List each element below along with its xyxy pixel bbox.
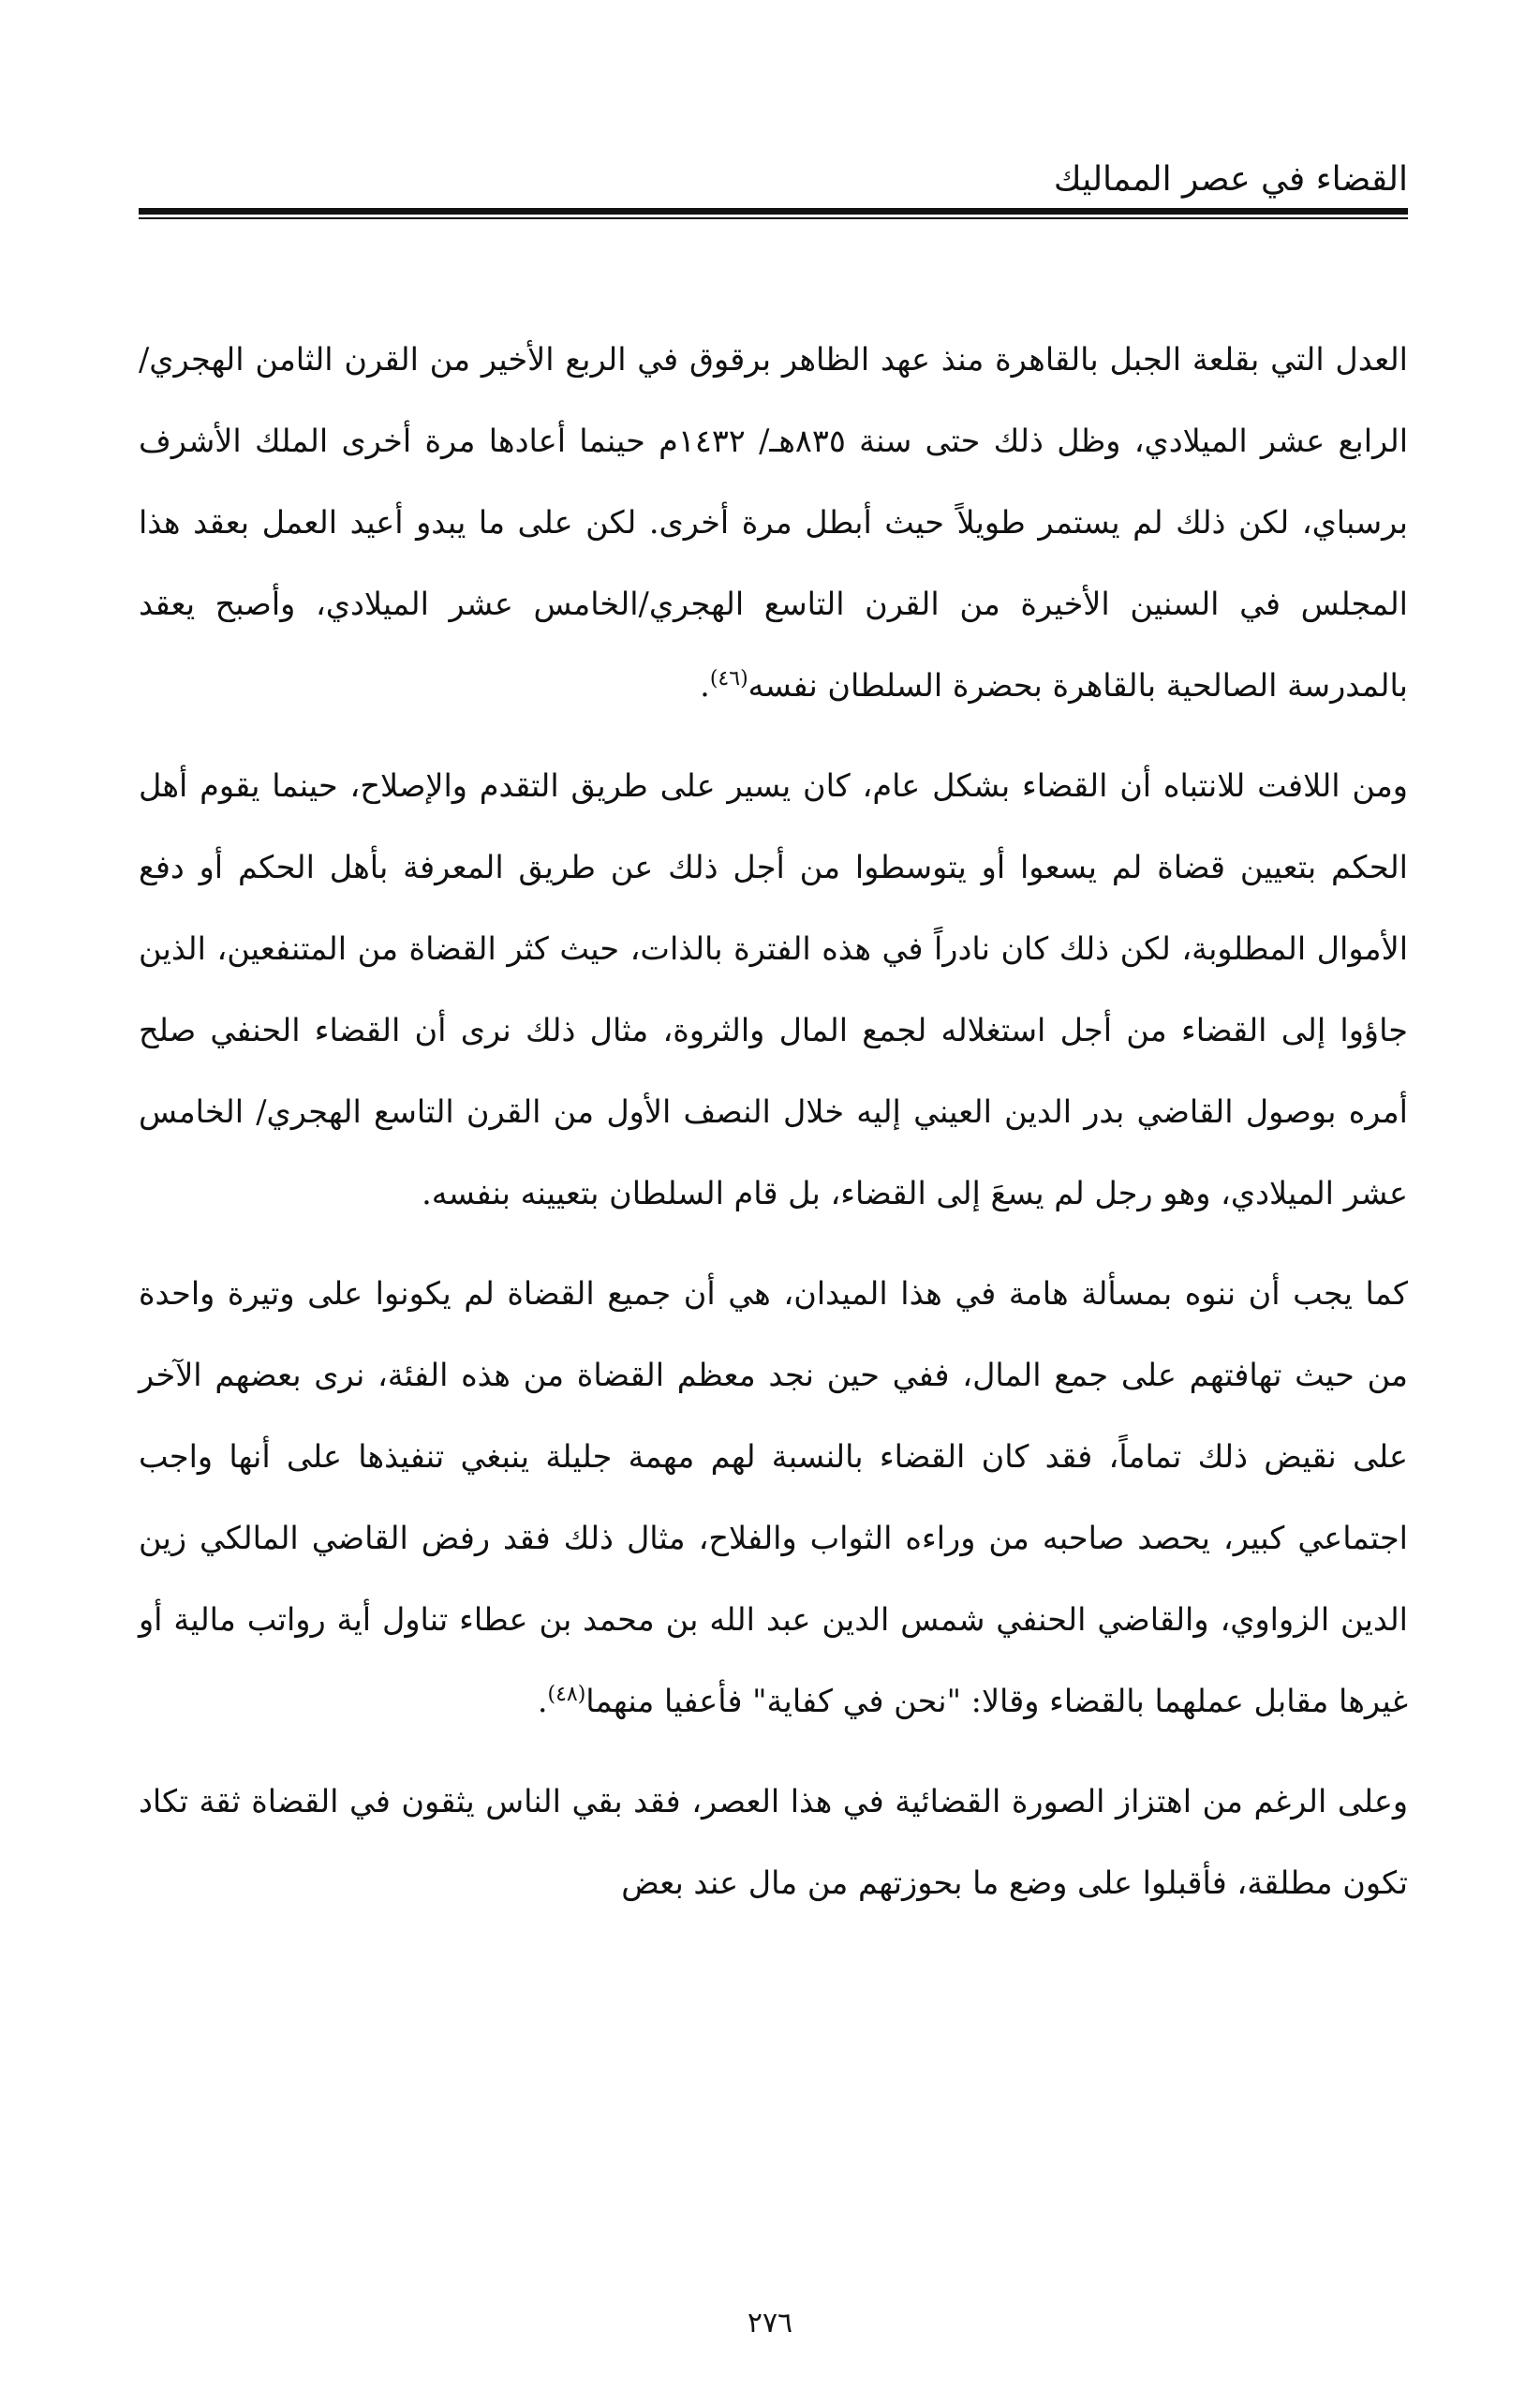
body-text — [139, 319, 1408, 1942]
paragraph-3-end: . — [537, 1683, 548, 1719]
paragraph-4-text: وعلى الرغم من اهتزاز الصورة القضائية في هذا العصر، فقد بقي الناس يثقون في القضاة ثقة تكاد تكون مطلقة، فأقبلوا على وضع ما بحوزتهم من مال عند بعض — [139, 1783, 1408, 1901]
paragraph-3-text: كما يجب أن ننوه بمسألة هامة في هذا الميدان، هي أن جميع القضاة لم يكونوا على وتيرة واحدة من حيث تهافتهم على جمع المال، ففي حين نجد معظم القضاة من هذه الفئة، نرى بعضهم الآخر على نقيض ذلك تماماً، فقد كان القضاء بالنسبة لهم مهمة جليلة ينبغي تنفيذها على أنها واجب اجتماعي كبير، يحصد صاحبه من وراءه الثواب والفلاح، مثال ذلك فقد رفض القاضي المالكي زين الدين الزواوي، والقاضي الحنفي شمس الدين عبد الله بن محمد بن عطاء تناول أية رواتب مالية أو غيرها مقابل عملهما بالقضاء وقالا: "نحن في كفاية" فأعفيا منهما — [139, 1275, 1408, 1719]
page-number: ٢٧٦ — [747, 2307, 793, 2339]
header-rule-thin — [139, 217, 1408, 219]
paragraph-1-end: . — [700, 667, 710, 704]
footnote-ref-48[interactable]: (٤٨) — [547, 1682, 586, 1706]
paragraph-4 — [139, 1760, 1408, 1923]
running-header — [139, 150, 1408, 217]
paragraph-3 — [139, 1253, 1408, 1742]
header-title: القضاء في عصر المماليك — [1053, 160, 1408, 199]
footnote-ref-46[interactable]: (٤٦) — [709, 666, 748, 691]
paragraph-2 — [139, 745, 1408, 1234]
paragraph-2-text: ومن اللافت للانتباه أن القضاء بشكل عام، كان يسير على طريق التقدم والإصلاح، حينما يقوم أهل الحكم بتعيين قضاة لم يسعوا أو يتوسطوا من أجل ذلك عن طريق المعرفة بأهل الحكم أو دفع الأموال المطلوبة، لكن ذلك كان نادراً في هذه الفترة بالذات، حيث كثر القضاة من المتنفعين، الذين جاؤوا إلى القضاء من أجل استغلاله لجمع المال والثروة، مثال ذلك نرى أن القضاء الحنفي صلح أمره بوصول القاضي بدر الدين العيني إليه خلال النصف الأول من القرن التاسع الهجري/ الخامس عشر الميلادي، وهو رجل لم يسعَ إلى القضاء، بل قام السلطان بتعيينه بنفسه. — [139, 767, 1408, 1211]
header-rule-thick — [139, 208, 1408, 215]
paragraph-1 — [139, 319, 1408, 726]
paragraph-1-text: العدل التي بقلعة الجبل بالقاهرة منذ عهد الظاهر برقوق في الربع الأخير من القرن الثامن الهجري/ الرابع عشر الميلادي، وظل ذلك حتى سنة ٨٣٥هـ/ ١٤٣٢م حينما أعادها مرة أخرى الملك الأشرف برسباي، لكن ذلك لم يستمر طويلاً حيث أبطل مرة أخرى. لكن على ما يبدو أعيد العمل بعقد هذا المجلس في السنين الأخيرة من القرن التاسع الهجري/الخامس عشر الميلادي، وأصبح يعقد بالمدرسة الصالحية بالقاهرة بحضرة السلطان نفسه — [139, 341, 1409, 704]
